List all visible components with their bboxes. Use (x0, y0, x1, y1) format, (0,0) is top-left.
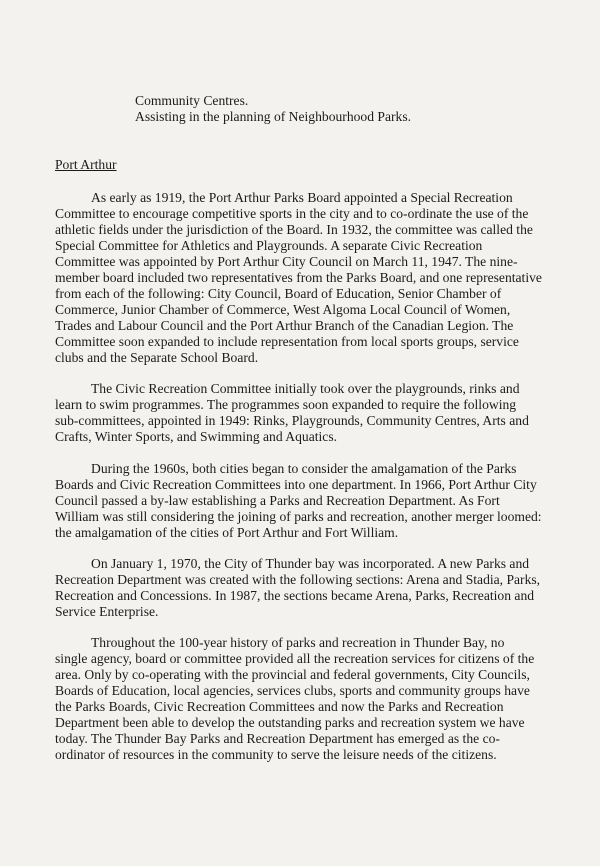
paragraph-line: Committee to encourage competitive sports in the city and to co-ordinate the use of the (55, 206, 529, 221)
paragraph-line: Commerce, Junior Chamber of Commerce, West Algoma Local Council of Women, (55, 302, 511, 317)
paragraph-line: Council passed a by-law establishing a Parks and Recreation Department. As Fort (55, 493, 500, 508)
paragraph-line: Boards of Education, local agencies, services clubs, sports and community groups have (55, 683, 530, 698)
paragraph-line: The Civic Recreation Committee initially took over the playgrounds, rinks and (91, 381, 520, 396)
paragraph-line: learn to swim programmes. The programmes soon expanded to require the following (55, 397, 517, 412)
paragraph-line: ordinator of resources in the community to serve the leisure needs of the citizens. (55, 747, 497, 762)
paragraph-line: During the 1960s, both cities began to consider the amalgamation of the Parks (91, 461, 517, 476)
paragraph-line: single agency, board or committee provided all the recreation services for citizens of the (55, 651, 535, 666)
paragraph (55, 190, 545, 366)
paragraph-line: Service Enterprise. (55, 604, 159, 619)
paragraph-line: As early as 1919, the Port Arthur Parks Board appointed a Special Recreation (91, 190, 513, 205)
paragraph-line: area. Only by co-operating with the provincial and federal governments, City Councils, (55, 667, 530, 682)
paragraph-line: member board included two representatives from the Parks Board, and one representative (55, 270, 542, 285)
section-heading: Port Arthur (55, 157, 117, 172)
paragraph-line: Recreation and Concessions. In 1987, the sections became Arena, Parks, Recreation and (55, 588, 535, 603)
paragraph-line: Committee soon expanded to include representation from local sports groups, service (55, 334, 519, 349)
paragraph-line: Department been able to develop the outstanding parks and recreation system we have (55, 715, 525, 730)
paragraph (55, 461, 545, 541)
list-item: Community Centres. (135, 93, 249, 108)
paragraph-line: Special Committee for Athletics and Playgrounds. A separate Civic Recreation (55, 238, 483, 253)
paragraph-line: Throughout the 100-year history of parks and recreation in Thunder Bay, no (91, 635, 505, 650)
paragraph-line: from each of the following: City Council, Board of Education, Senior Chamber of (55, 286, 502, 301)
paragraph-line: Committee was appointed by Port Arthur City Council on March 11, 1947. The nine- (55, 254, 518, 269)
paragraph-line: On January 1, 1970, the City of Thunder bay was incorporated. A new Parks and (91, 556, 530, 571)
paragraph-line: sub-committees, appointed in 1949: Rinks, Playgrounds, Community Centres, Arts and (55, 413, 529, 428)
paragraph-line: William was still considering the joining of parks and recreation, another merger loomed: (55, 509, 542, 524)
paragraph (55, 556, 545, 620)
paragraph-line: athletic fields under the jurisdiction of the Board. In 1932, the committee was called the (55, 222, 533, 237)
list-item: Assisting in the planning of Neighbourhood Parks. (135, 109, 412, 124)
paragraph-line: Recreation Department was created with the following sections: Arena and Stadia, Parks, (55, 572, 541, 587)
paragraph-line: Boards and Civic Recreation Committees into one department. In 1966, Port Arthur City (55, 477, 537, 492)
paragraph (55, 635, 545, 763)
paragraph-line: Crafts, Winter Sports, and Swimming and Aquatics. (55, 429, 338, 444)
paragraph-line: the amalgamation of the cities of Port Arthur and Fort William. (55, 525, 399, 540)
paragraph-line: the Parks Boards, Civic Recreation Committees and now the Parks and Recreation (55, 699, 504, 714)
paragraph-line: clubs and the Separate School Board. (55, 350, 259, 365)
paragraph (55, 381, 545, 445)
paragraph-line: today. The Thunder Bay Parks and Recreation Department has emerged as the co- (55, 731, 500, 746)
paragraph-line: Trades and Labour Council and the Port Arthur Branch of the Canadian Legion. The (55, 318, 514, 333)
list-block (135, 93, 411, 125)
